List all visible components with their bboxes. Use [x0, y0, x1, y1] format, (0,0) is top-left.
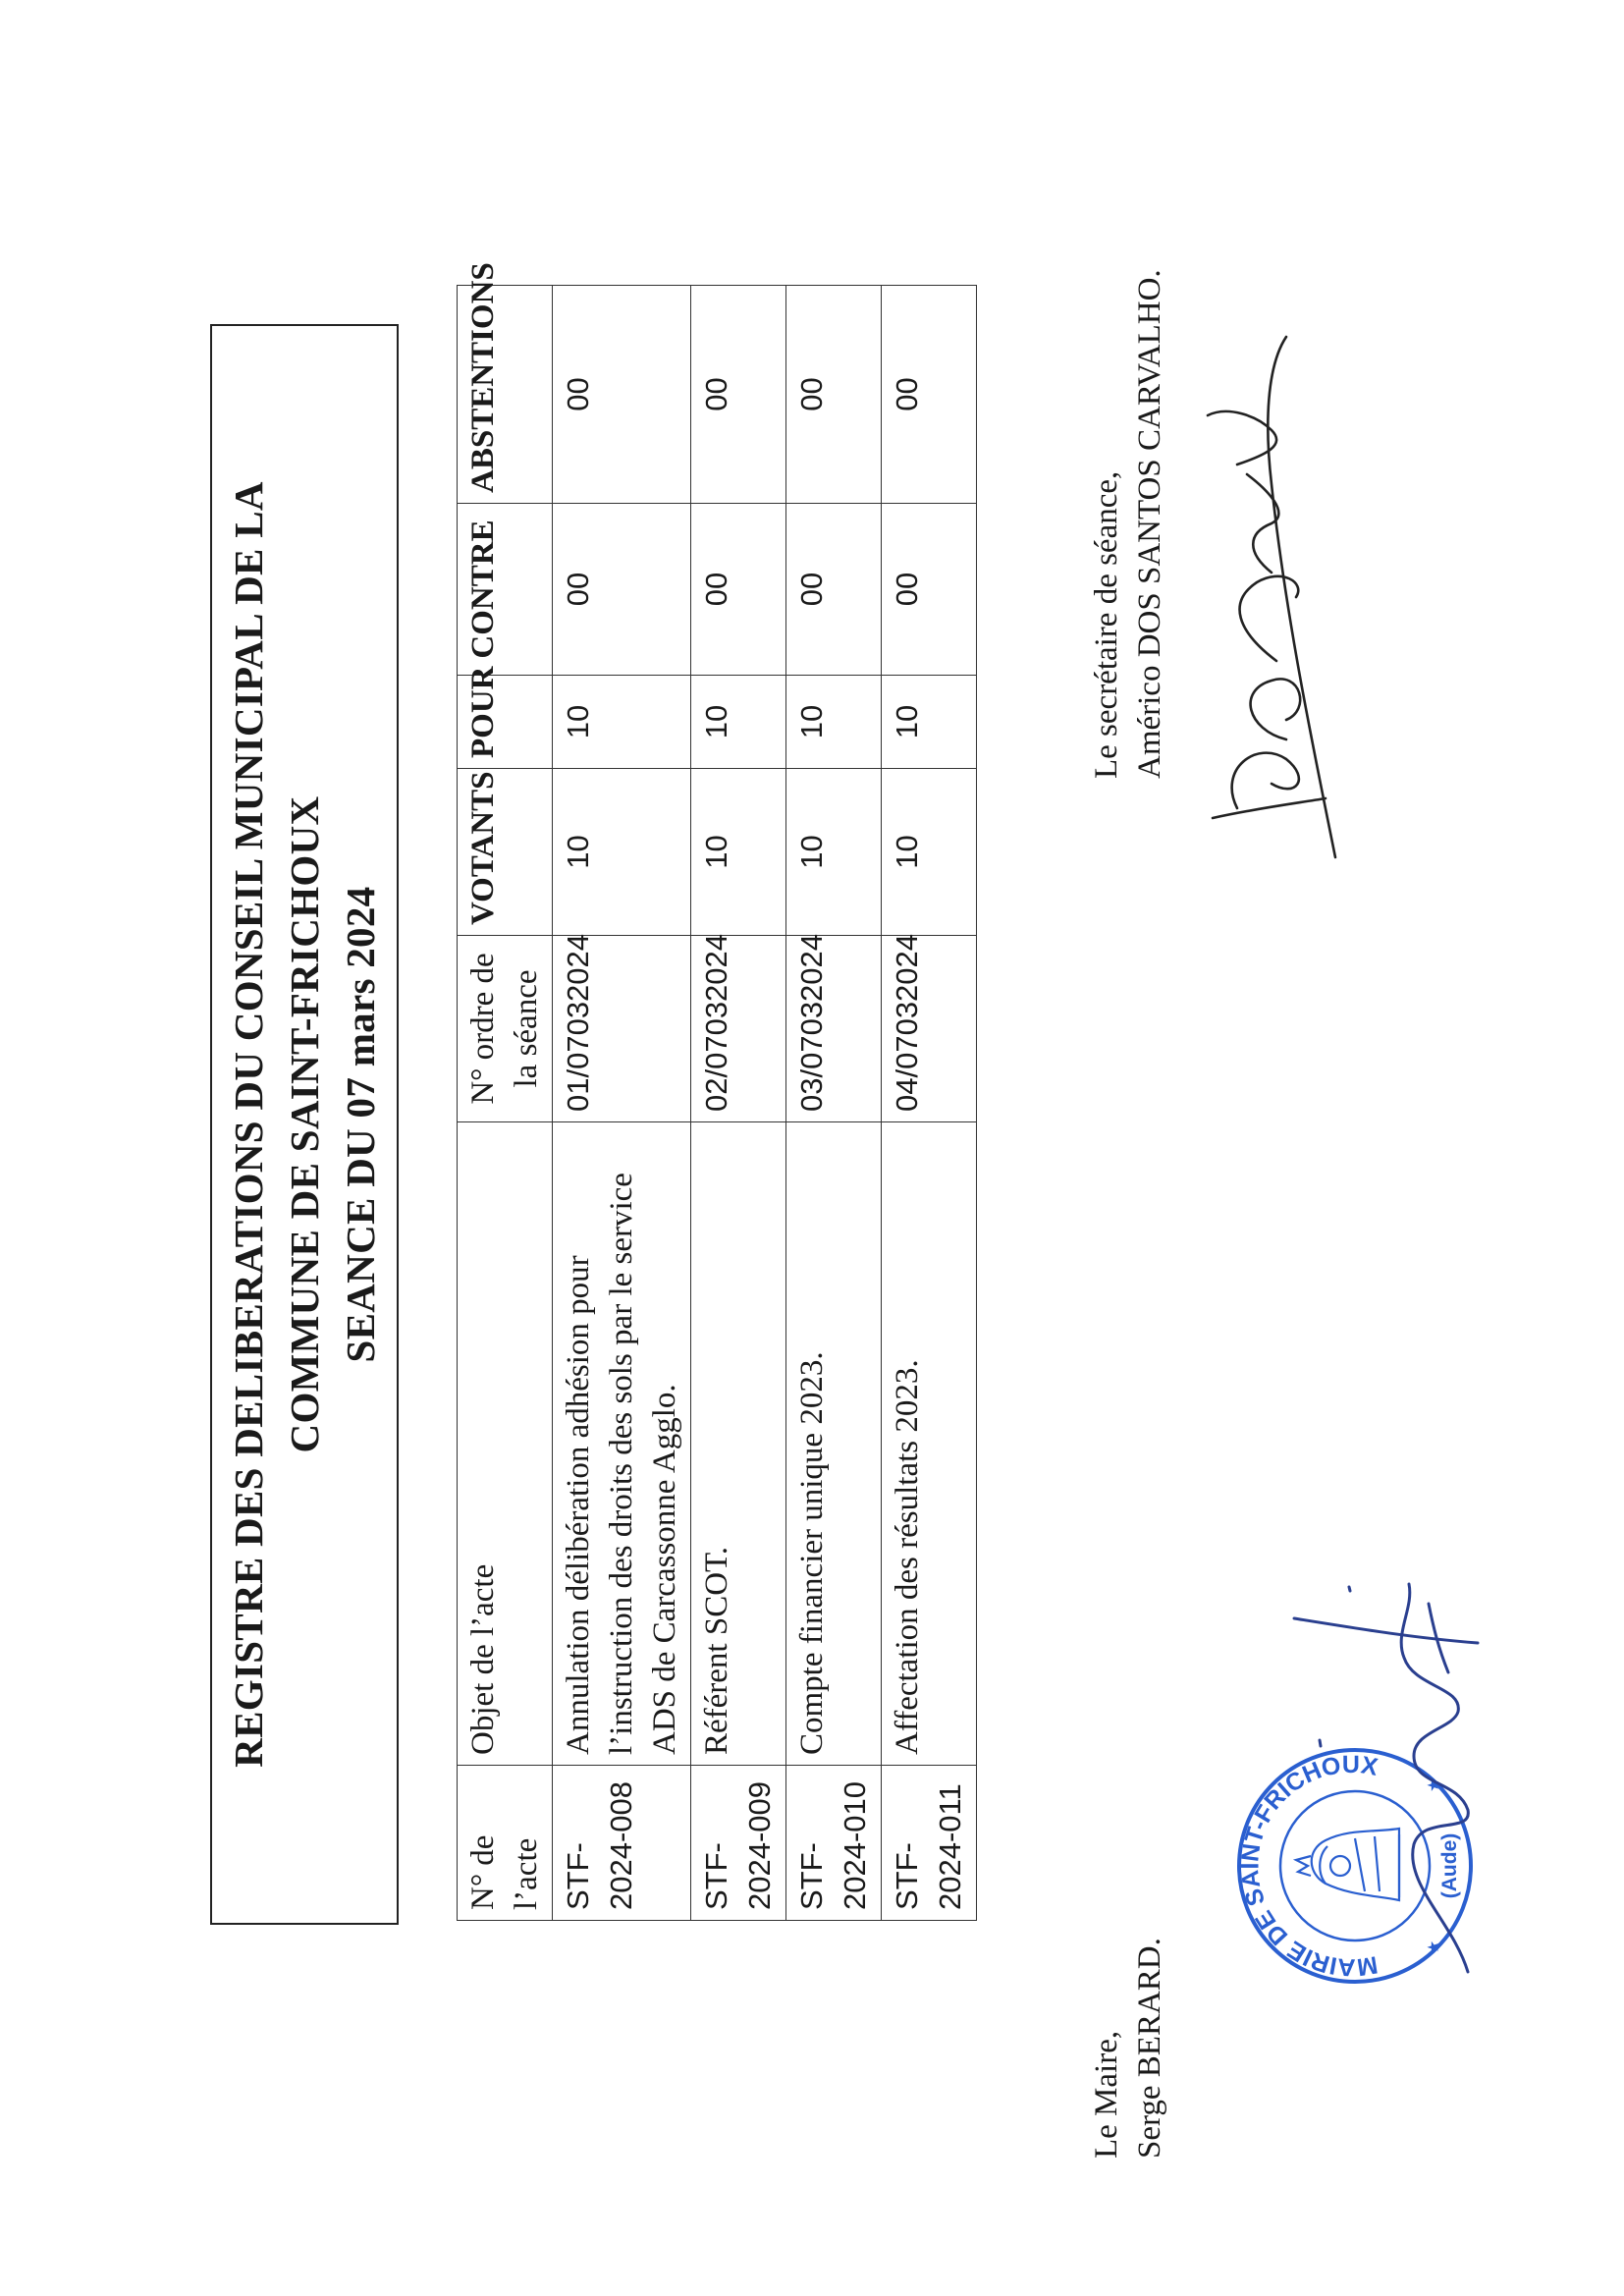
header-votants: VOTANTS — [458, 769, 553, 936]
deliberations-table — [457, 262, 977, 1921]
cell-contre: 00 — [786, 504, 882, 676]
header-contre: CONTRE — [458, 504, 553, 676]
cell-numero: STF-2024-011 — [882, 1766, 977, 1921]
cell-numero: STF-2024-008 — [553, 1766, 691, 1921]
cell-ordre: 01/07032024 — [553, 936, 691, 1122]
maire-handwritten-signature — [1267, 1569, 1492, 1982]
cell-contre: 00 — [691, 504, 786, 676]
cell-objet: Affectation des résultats 2023. — [882, 1122, 977, 1766]
secretaire-signature-block — [1085, 269, 1171, 779]
title-line-1: REGISTRE DES DELIBERATIONS DU CONSEIL MUNICIPAL DE LA — [225, 481, 271, 1768]
secretaire-handwritten-signature — [1178, 327, 1365, 877]
cell-pour: 10 — [553, 676, 691, 769]
header-pour: POUR — [458, 676, 553, 769]
cell-abstentions: 00 — [691, 286, 786, 504]
cell-votants: 10 — [882, 769, 977, 936]
seal-top-text: MAIRIE DE SAINT-FRICHOUX — [1236, 1750, 1380, 1982]
cell-contre: 00 — [882, 504, 977, 676]
cell-ordre: 03/07032024 — [786, 936, 882, 1122]
cell-ordre: 04/07032024 — [882, 936, 977, 1122]
table-row — [786, 286, 882, 1921]
table-row — [882, 286, 977, 1921]
seal-bottom-text: (Aude) — [1438, 1832, 1461, 1899]
table-row — [553, 286, 691, 1921]
header-numero-acte: N° de l’acte — [458, 1766, 553, 1921]
cell-pour: 10 — [691, 676, 786, 769]
cell-abstentions: 00 — [786, 286, 882, 504]
cell-abstentions: 00 — [553, 286, 691, 504]
cell-votants: 10 — [553, 769, 691, 936]
secretaire-role: Le secrétaire de séance, — [1089, 470, 1124, 779]
seal-star-left: ★ — [1426, 1940, 1442, 1954]
table-row — [691, 286, 786, 1921]
title-box — [210, 324, 399, 1925]
secretaire-name: Américo DOS SANTOS CARVALHO. — [1132, 269, 1167, 779]
title-line-3: SEANCE DU 07 mars 2024 — [337, 886, 383, 1363]
cell-votants: 10 — [786, 769, 882, 936]
header-abstentions: ABSTENTIONS — [458, 286, 553, 504]
header-ordre: N° ordre de la séance — [458, 936, 553, 1122]
cell-pour: 10 — [882, 676, 977, 769]
cell-objet: Annulation délibération adhésion pour l’instruction des droits des sols par le service ADS de Carcassonne Agglo. — [553, 1122, 691, 1766]
table-header-row — [458, 286, 553, 1921]
cell-objet: Compte financier unique 2023. — [786, 1122, 882, 1766]
cell-objet: Référent SCOT. — [691, 1122, 786, 1766]
header-objet: Objet de l’acte — [458, 1122, 553, 1766]
maire-signature-block — [1085, 1938, 1171, 2159]
cell-pour: 10 — [786, 676, 882, 769]
cell-numero: STF-2024-009 — [691, 1766, 786, 1921]
seal-star-right: ★ — [1426, 1777, 1442, 1792]
cell-ordre: 02/07032024 — [691, 936, 786, 1122]
maire-role: Le Maire, — [1089, 2030, 1124, 2159]
cell-numero: STF-2024-010 — [786, 1766, 882, 1921]
cell-contre: 00 — [553, 504, 691, 676]
maire-name: Serge BERARD. — [1132, 1938, 1167, 2159]
title-line-2: COMMUNE DE SAINT-FRICHOUX — [281, 795, 327, 1453]
cell-votants: 10 — [691, 769, 786, 936]
cell-abstentions: 00 — [882, 286, 977, 504]
